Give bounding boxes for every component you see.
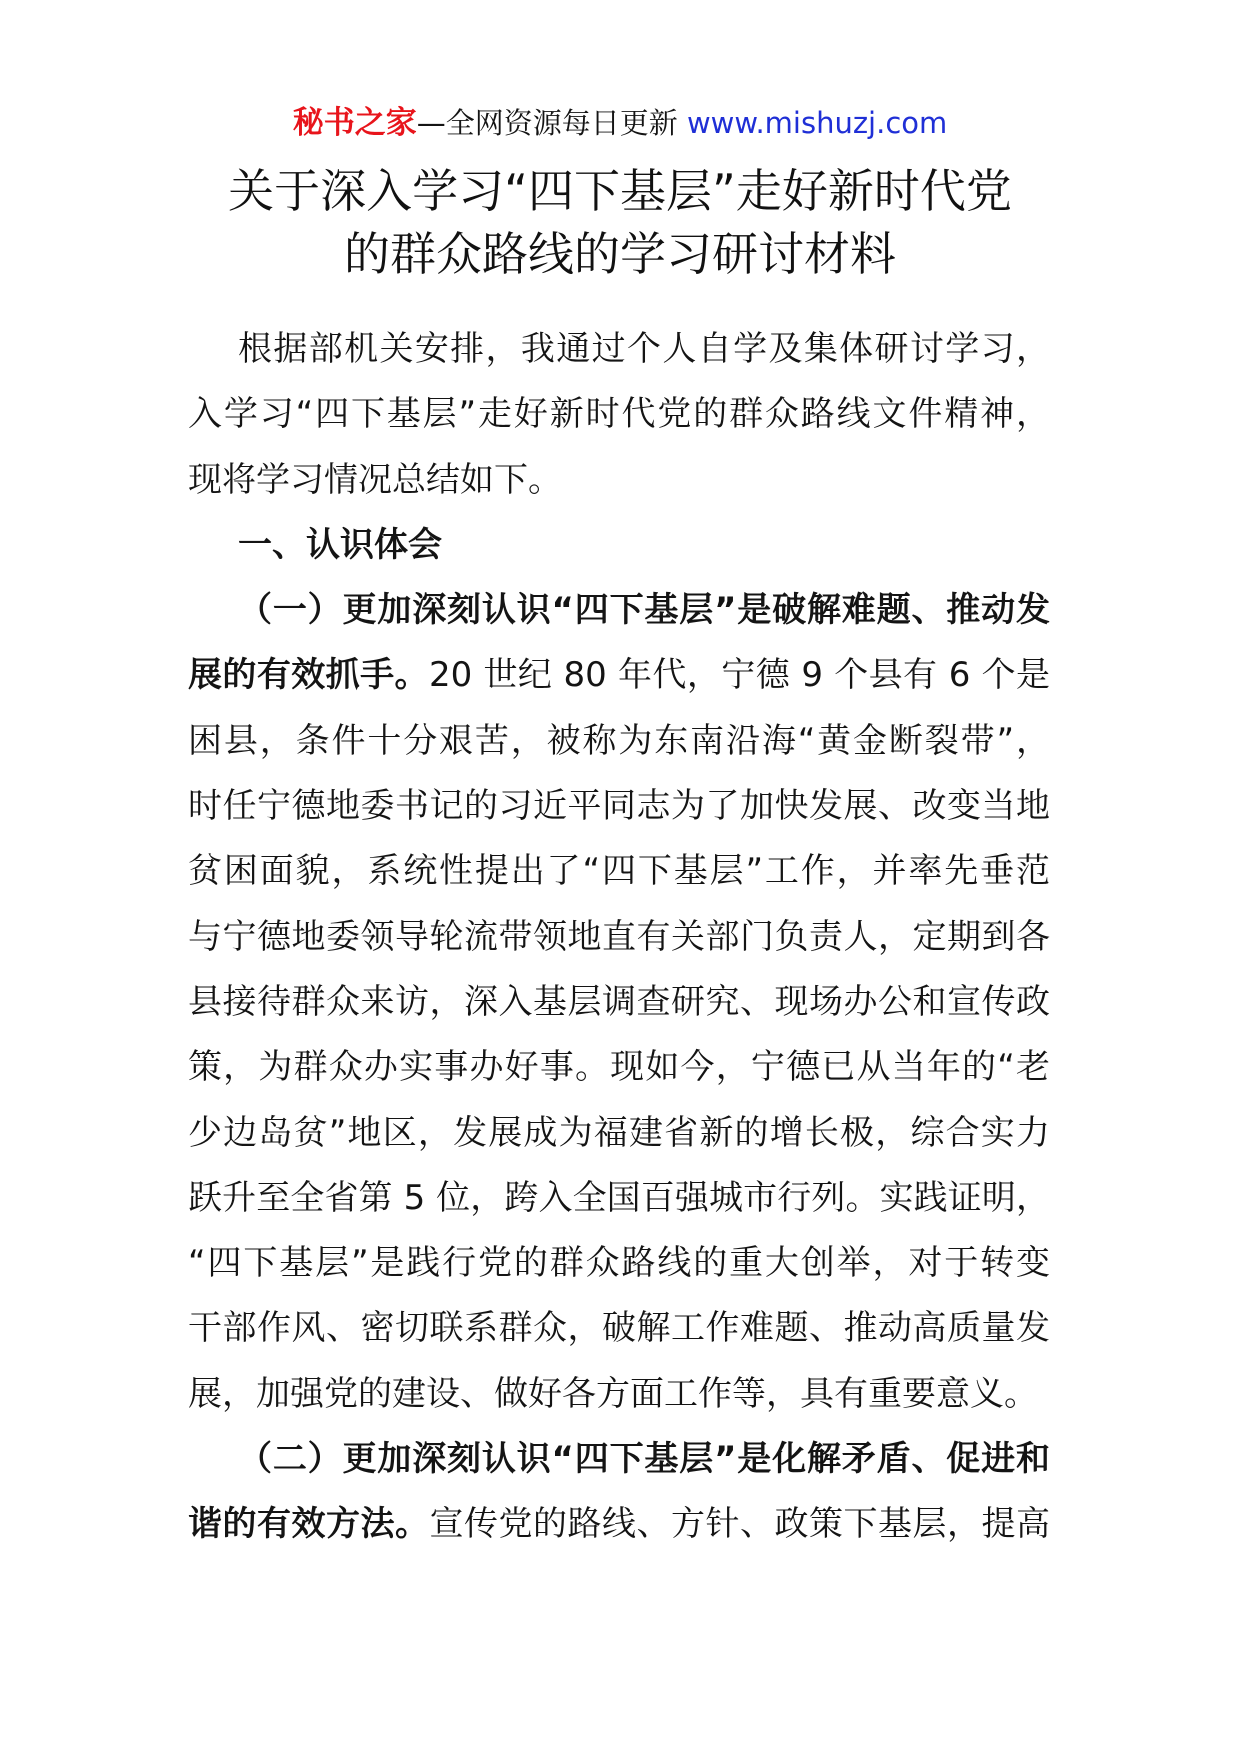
site-header [0, 103, 1240, 143]
point1-line: 困县，条件十分艰苦，被称为东南沿海“黄金断裂带”， [188, 720, 1050, 761]
point1-line: 与宁德地委领导轮流带领地直有关部门负责人，定期到各 [188, 916, 1050, 957]
intro-line: 入学习“四下基层”走好新时代党的群众路线文件精神， [188, 394, 1050, 435]
section-heading: 一、认识体会 [238, 524, 442, 565]
point2-line [188, 1492, 1050, 1557]
point1-lead: 展的有效抓手。 [188, 655, 429, 696]
point2-text: 宣传党的路线、方针、政策下基层，提高 [429, 1504, 1050, 1545]
point2-lead: 谐的有效方法。 [188, 1504, 430, 1545]
intro-line: 根据部机关安排，我通过个人自学及集体研讨学习， [238, 329, 1050, 369]
point1-line [188, 578, 1050, 643]
point1-line: 少边岛贫”地区，发展成为福建省新的增长极，综合实力 [188, 1112, 1050, 1153]
point1-line [188, 643, 1050, 708]
point1-line: 策，为群众办实事办好事。现如今，宁德已从当年的“老 [188, 1047, 1050, 1088]
title-line-2: 的群众路线的学习研讨材料 [344, 227, 896, 281]
title-line-1: 关于深入学习“四下基层”走好新时代党 [228, 164, 1012, 218]
point1-line: 干部作风、密切联系群众，破解工作难题、推动高质量发 [188, 1308, 1050, 1349]
intro-line: 现将学习情况总结如下。 [188, 459, 562, 500]
point1-line: “四下基层”是践行党的群众路线的重大创举，对于转变 [188, 1243, 1050, 1284]
site-url-link[interactable]: www.mishuzj.com [686, 106, 948, 140]
document-title [0, 160, 1240, 286]
point1-line: 跃升至全省第 5 位，跨入全国百强城市行列。实践证明， [188, 1177, 1050, 1218]
brand-name: 秘书之家 [292, 105, 417, 141]
point1-text: 20 世纪 80 年代，宁德 9 个县有 6 个是 [428, 655, 1050, 696]
point1-lead: （一）更加深刻认识“四下基层”是破解难题、推动发 [238, 590, 1050, 631]
point1-line: 县接待群众来访，深入基层调查研究、现场办公和宣传政 [188, 981, 1050, 1022]
point1-line: 贫困面貌，系统性提出了“四下基层”工作，并率先垂范 [188, 851, 1050, 892]
point1-line: 时任宁德地委书记的习近平同志为了加快发展、改变当地 [188, 786, 1050, 827]
point2-lead: （二）更加深刻认识“四下基层”是化解矛盾、促进和 [238, 1439, 1050, 1480]
header-tagline: —全网资源每日更新 [416, 106, 678, 140]
document-body [188, 317, 1050, 1558]
point2-line [188, 1427, 1050, 1492]
point1-line: 展，加强党的建设、做好各方面工作等，具有重要意义。 [188, 1373, 1038, 1414]
